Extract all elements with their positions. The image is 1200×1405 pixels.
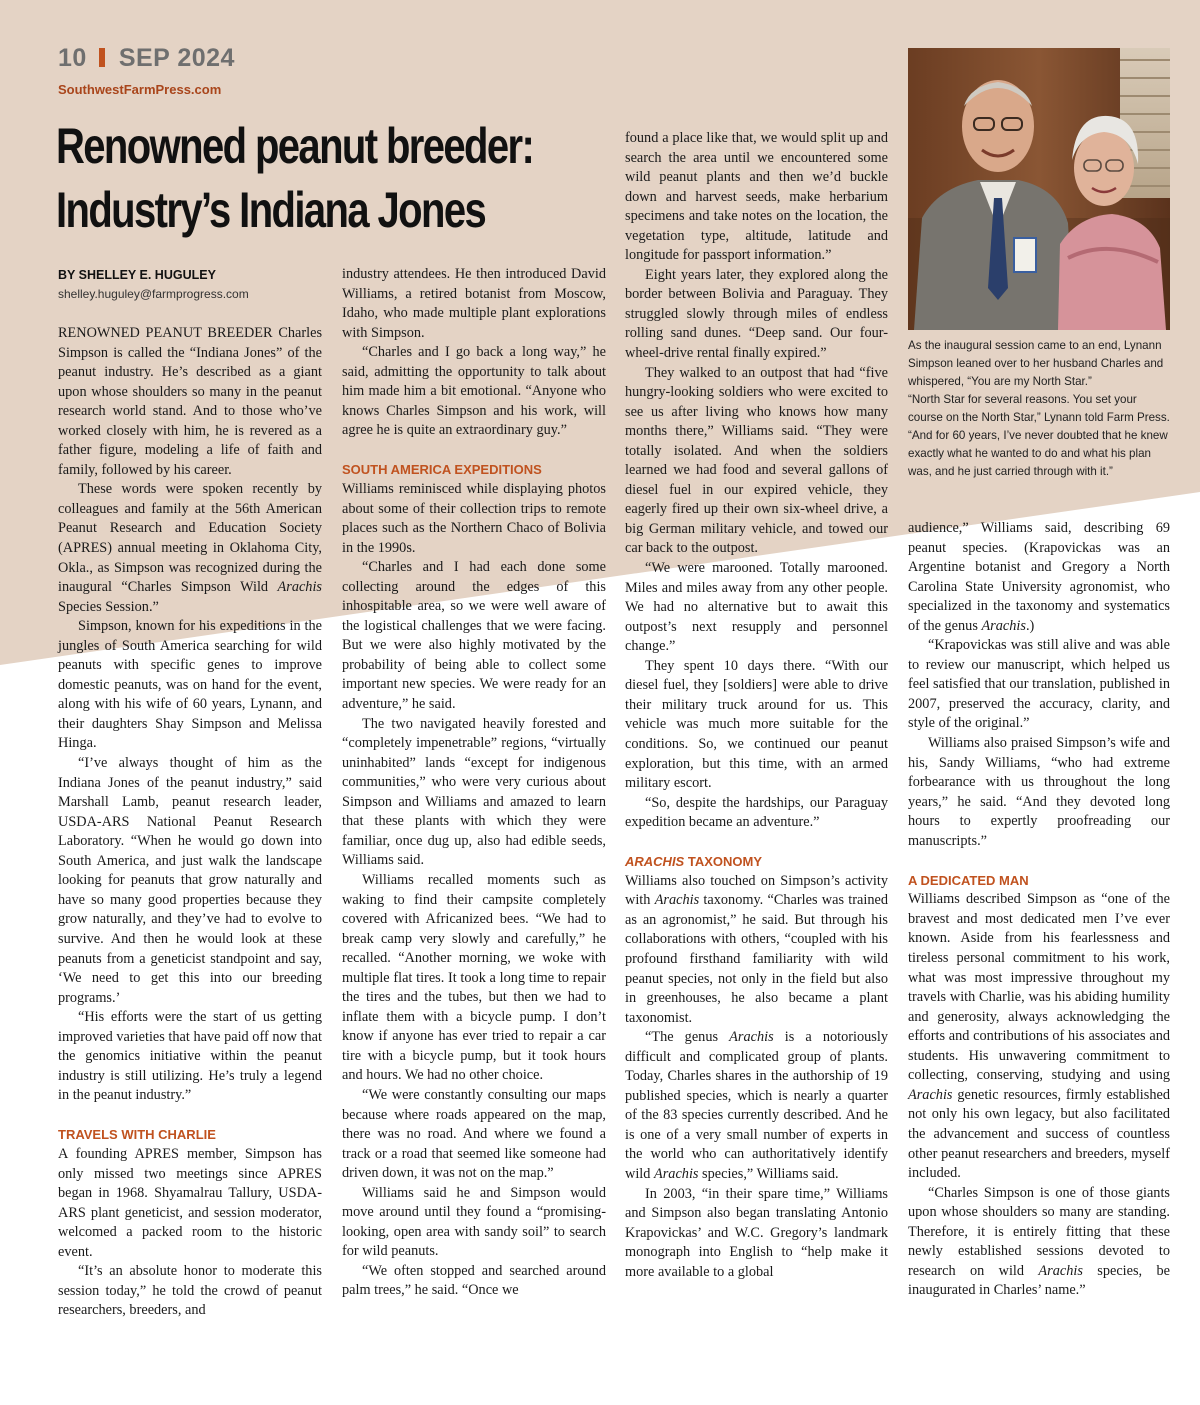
paragraph: industry attendees. He then introduced David Williams, a retired botanist from Moscow, Idaho, who made multiple plant explorations with Simpson. xyxy=(342,266,606,341)
paragraph: “Krapovickas was still alive and was able to review our manuscript, which helped us feel satisfied that our translation, published in 2007, preserved the accuracy, clarity, and style of the original.” xyxy=(908,637,1170,732)
paragraph xyxy=(625,872,888,1028)
paragraph-text: Species Session.” xyxy=(58,598,159,615)
paragraph-text: “Charles Simpson is one of those giants upon whose shoulders so many are standing. Therefore, it is entirely fitting that these newly established sessions devoted to research on wild xyxy=(908,1184,1170,1279)
paragraph: “So, despite the hardships, our Paraguay expedition became an adventure.” xyxy=(625,794,888,831)
paragraph: found a place like that, we would split up and search the area until we encountered some wild peanut plants and then we’d buckle down and harvest seeds, make herbarium specimens and take notes on the location, the vegetation type, altitude, latitude and longitude for passport information.” xyxy=(625,130,888,264)
issue-date: SEP 2024 xyxy=(118,44,235,72)
paragraph: “I’ve always thought of him as the Indiana Jones of the peanut industry,” said Marshall Lamb, peanut research leader, USDA-ARS National Peanut Research Laboratory. “When he would go down into South America, and just walk the landscape looking for peanuts that grow naturally and have so many good properties because they grow naturally, and they’ve had to evolve to survive. And then he would look at these peanuts from a geneticist standpoint and say, ‘We need to get this into our breeding programs.’ xyxy=(58,755,322,1006)
genus-name: Arachis xyxy=(277,579,322,596)
paragraph xyxy=(908,1184,1170,1301)
caption-text-2: “North Star for several reasons. You set your course on the North Star,” Lynann told Farm Press. “And for 60 years, I’ve never doubted that he knew exactly what he wanted to do and what his plan was, and he just carried through with it.” xyxy=(908,393,1170,478)
paragraph xyxy=(908,519,1170,636)
paragraph: Simpson, known for his expeditions in the jungles of South America searching for wild peanuts with specific genes to improve domestic peanuts, was on hand for the event, along with his wife of 60 years, Lynann, and their daughters Shay Simpson and Melissa Hinga. xyxy=(58,618,322,752)
article-column-4 xyxy=(908,519,1170,1301)
paragraph: Williams recalled moments such as waking to find their campsite completely covered with Africanized bees. “We had to break camp very slowly and carefully,” he recalled. “Another morning, we woke with multiple flat tires. It took a long time to repair the tires and the tubes, but then we had to inflate them with a bicycle pump. I don’t know if anyone has ever tried to repair a car tire with a bicycle pump, but it took hours and hours. We had no other choice. xyxy=(342,871,606,1084)
paragraph-text: audience,” Williams said, describing 69 peanut species. (Krapovickas was an Argentine botanist and Gregory a North Carolina State University agronomist, who specialized in the taxonomy and systematics of the genus xyxy=(908,520,1170,634)
page-number: 10 xyxy=(58,44,87,72)
paragraph: “It’s an absolute honor to moderate this session today,” he told the crowd of peanut researchers, breeders, and xyxy=(58,1263,322,1319)
paragraph-text: These words were spoken recently by colleagues and family at the 56th American Peanut Research and Education Society (APRES) annual meeting in Oklahoma City, Okla., as Simpson was recognized during the inaugural “Charles Simpson Wild xyxy=(58,481,322,596)
photo-caption xyxy=(908,337,1170,481)
lead-in: RENOWNED PEANUT BREEDER xyxy=(58,325,273,341)
genus-name: Arachis xyxy=(981,617,1026,634)
paragraph-text: species,” Williams said. xyxy=(698,1165,839,1182)
paragraph: Williams reminisced while displaying photos about some of their collection trips to remote places such as the Northern Chaco of Bolivia in the 1990s. xyxy=(342,481,606,556)
genus-name: Arachis xyxy=(729,1029,774,1046)
article-column-2 xyxy=(342,265,606,1301)
paragraph-text: Williams also touched on Simpson’s activity with xyxy=(625,872,888,909)
paragraph-text: genetic resources, firmly established not only his own legacy, but also facilitated the advancement and success of countless other peanut researchers and breeders, myself included. xyxy=(908,1086,1170,1182)
paragraph: “We were constantly consulting our maps because where roads appeared on the map, there was no road. And where we found a track or a road that seemed like someone had driven down, it was not on the map.” xyxy=(342,1086,606,1182)
paragraph: “We were marooned. Totally marooned. Miles and miles away from any other people. We had no alternative but to await this outpost’s next resupply and personnel change.” xyxy=(625,560,888,655)
paragraph: “We often stopped and searched around palm trees,” he said. “Once we xyxy=(342,1262,606,1299)
section-heading-travels: TRAVELS WITH CHARLIE xyxy=(58,1127,216,1143)
genus-name: Arachis xyxy=(654,892,700,909)
paragraph: “Charles and I had each done some collecting around the edges of this inhospitable area, so we were well aware of the logistical challenges that we were facing. But we were also highly motivated by the probability of being able to collect some important new species. We were ready for an adventure,” he said. xyxy=(342,559,606,713)
paragraph: In 2003, “in their spare time,” Williams and Simpson also began translating Antonio Krapovickas’ and W.C. Gregory’s landmark monograph into English to “help make it more available to a global xyxy=(625,1185,888,1280)
folio-divider xyxy=(99,48,105,67)
photo-illustration xyxy=(908,48,1170,330)
genus-name: Arachis xyxy=(908,1086,953,1103)
paragraph: Williams said he and Simpson would move around until they found a “promising-looking, open area with sandy soil” to search for wild peanuts. xyxy=(342,1184,606,1260)
heading-genus: ARACHIS xyxy=(625,854,685,870)
caption-text-1: As the inaugural session came to an end, Lynann Simpson leaned over to her husband Charles and whispered, “You are my North Star.” xyxy=(908,339,1164,388)
paragraph xyxy=(58,480,322,617)
paragraph-text: taxonomy. “Charles was trained as an agronomist,” he said. But through his collaborations with others, “coupled with his profound firsthand familiarity with wild peanut species, not only in the field but also in greenhouses, he also became a plant taxonomist. xyxy=(625,892,888,1026)
paragraph-text: is a notoriously difficult and complicated group of plants. Today, Charles shares in the authorship of 19 published species, which is nearly a quarter of the 83 species currently described. And he is one of a very small number of experts in the world who can authoritatively identify wild xyxy=(625,1029,888,1182)
paragraph: A founding APRES member, Simpson has only missed two meetings since APRES began in 1968. Shyamalrau Tallury, USDA-ARS plant geneticist, and session moderator, welcomed a packed room to the historic event. xyxy=(58,1145,322,1260)
section-heading-south-america: SOUTH AMERICA EXPEDITIONS xyxy=(342,462,542,478)
heading-text: TAXONOMY xyxy=(684,854,762,870)
paragraph xyxy=(908,890,1170,1183)
paragraph-text: .) xyxy=(1025,617,1035,634)
byline: BY SHELLEY E. HUGULEY xyxy=(58,268,216,282)
section-heading-dedicated: A DEDICATED MAN xyxy=(908,872,1029,888)
section-heading-taxonomy xyxy=(625,852,888,872)
paragraph-text: Williams described Simpson as “one of the bravest and most dedicated men I’ve ever known. Aside from his fearlessness and tireless personal commitment to his work, what was most impressive throughout my travels with Charlie, was his abiding humility and generosity, always acknowledging the efforts and contributions of his associates and students. His unwavering commitment to collecting, conserving, studying and using xyxy=(908,891,1170,1084)
headline-line-1: Renowned peanut breeder: xyxy=(56,118,534,174)
paragraph: Eight years later, they explored along the border between Bolivia and Paraguay. They struggled slowly through miles of endless rolling sand dunes. “Deep sand. Our four-wheel-drive rental finally expired.” xyxy=(625,266,888,362)
paragraph: Williams also praised Simpson’s wife and his, Sandy Williams, “who had extreme forbearance with us throughout the long years,” he said. “And they devoted long hours to expertly proofreading our manuscripts.” xyxy=(908,735,1170,849)
website-link[interactable]: SouthwestFarmPress.com xyxy=(58,82,222,97)
article-column-1 xyxy=(58,324,322,1321)
author-email[interactable]: shelley.huguley@farmprogress.com xyxy=(58,287,249,301)
genus-name: Arachis xyxy=(1038,1262,1083,1279)
headline xyxy=(56,114,533,242)
paragraph: “His efforts were the start of us getting improved varieties that have paid off now that the genomics initiative within the peanut industry is still utilizing. He’s truly a legend in the peanut industry.” xyxy=(58,1009,322,1104)
paragraph xyxy=(58,324,322,480)
paragraph: They spent 10 days there. “With our diesel fuel, they [soldiers] were able to drive their military truck around for us. This vehicle was much more suitable for the conditions. So, we continued our peanut exploration, but this time, with an armed military escort. xyxy=(625,657,888,792)
page-folio xyxy=(58,44,235,73)
article-column-3 xyxy=(625,129,888,1282)
paragraph xyxy=(625,1028,888,1184)
paragraph: The two navigated heavily forested and “completely impenetrable” regions, “virtually uninhabited” lands “except for indigenous communities,” who were very curious about Simpson and Williams and amazed to learn that these plants with which they were familiar, once dug up, also had edible seeds, Williams said. xyxy=(342,715,606,869)
genus-name: Arachis xyxy=(654,1165,699,1182)
paragraph: “Charles and I go back a long way,” he said, admitting the opportunity to talk about him made him a bit emotional. “Anyone who knows Charles Simpson and his work, will agree he is quite an extraordinary guy.” xyxy=(342,344,606,439)
paragraph: They walked to an outpost that had “five hungry-looking soldiers who were excited to see us after living who knows how many months there,” Williams said. “They were totally isolated. And when the soldiers learned we had food and several gallons of diesel fuel in our expired vehicle, they eagerly fired up their own six-wheel drive, a big German military vehicle, and towed our car back to the outpost. xyxy=(625,364,888,557)
headline-line-2: Industry’s Indiana Jones xyxy=(56,182,486,238)
photo-simpsons xyxy=(908,48,1170,330)
paragraph-text: species, be inaugurated in Charles’ name.” xyxy=(908,1262,1170,1299)
paragraph-text: “The genus xyxy=(645,1029,730,1046)
paragraph-text: Charles Simpson is called the “Indiana Jones” of the peanut industry. He’s described as a giant upon whose shoulders so many in the peanut research world stand. And to those who’ve worked closely with him, he is revered as a father figure, modeling a life of faith and family, followed by his career. xyxy=(58,325,323,478)
